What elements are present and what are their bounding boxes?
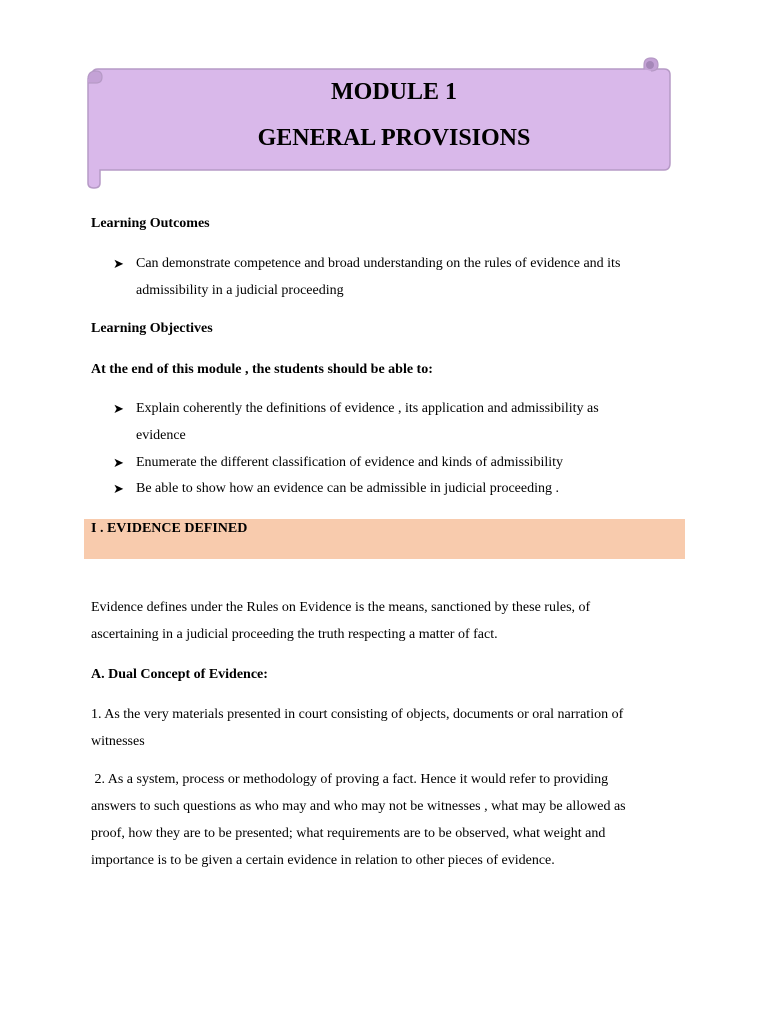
point2-line: proof, how they are to be presented; what requirements are to be observed, what weight and	[91, 826, 606, 841]
definition-line: Evidence defines under the Rules on Evidence is the means, sanctioned by these rules, of	[91, 600, 591, 615]
outcome-bullet-line: Can demonstrate competence and broad understanding on the rules of evidence and its	[136, 256, 621, 271]
point1-line: 1. As the very materials presented in court consisting of objects, documents or oral narration of	[91, 707, 624, 722]
arrow-bullet-icon: ➤	[113, 481, 124, 496]
learning-outcomes-heading: Learning Outcomes	[91, 216, 210, 231]
objective-bullet-line: Explain coherently the definitions of evidence , its application and admissibility as	[136, 401, 599, 416]
arrow-bullet-icon: ➤	[113, 256, 124, 271]
point1-line: witnesses	[91, 734, 145, 749]
title-banner	[84, 55, 684, 190]
point2-line: answers to such questions as who may and who may not be witnesses , what may be allowed as	[91, 799, 626, 814]
arrow-bullet-icon: ➤	[113, 455, 124, 470]
objective-bullet-line: Be able to show how an evidence can be admissible in judicial proceeding .	[136, 481, 559, 496]
objectives-intro: At the end of this module , the students should be able to:	[91, 362, 433, 377]
dual-concept-heading: A. Dual Concept of Evidence:	[91, 667, 268, 682]
module-title: GENERAL PROVISIONS	[257, 125, 531, 151]
section-title: I . EVIDENCE DEFINED	[91, 521, 248, 536]
point2-line: 2. As a system, process or methodology of proving a fact. Hence it would refer to providing	[91, 772, 609, 787]
learning-objectives-heading: Learning Objectives	[91, 321, 213, 336]
definition-line: ascertaining in a judicial proceeding the truth respecting a matter of fact.	[91, 627, 498, 642]
outcome-bullet-line: admissibility in a judicial proceeding	[136, 283, 344, 298]
scroll-banner-shape	[84, 55, 684, 190]
module-number: MODULE 1	[331, 79, 457, 105]
arrow-bullet-icon: ➤	[113, 401, 124, 416]
objective-bullet-line: evidence	[136, 428, 186, 443]
point2-line: importance is to be given a certain evidence in relation to other pieces of evidence.	[91, 853, 555, 868]
objective-bullet-line: Enumerate the different classification of evidence and kinds of admissibility	[136, 455, 563, 470]
section-header-bar	[84, 519, 685, 559]
